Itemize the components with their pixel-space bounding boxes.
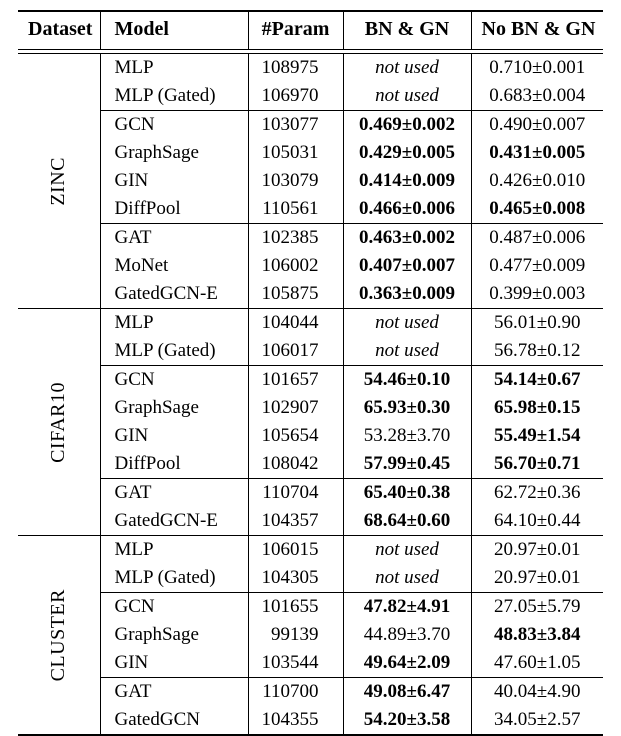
cell-no-bn-gn: 0.490±0.007 [471,111,603,139]
cell-model: MLP [100,536,248,564]
dataset-label-cluster [18,536,100,735]
cell-param: 104355 [248,706,343,735]
column-header-param: #Param [248,12,343,50]
cell-model: GatedGCN-E [100,507,248,536]
cell-param: 99139 [248,621,343,649]
results-table-container [0,10,621,687]
cell-bn-gn: not used [343,564,471,593]
table-row [18,280,603,309]
cell-param: 110561 [248,195,343,224]
cell-model: MLP (Gated) [100,82,248,111]
cell-model: GAT [100,678,248,706]
dataset-label-cifar10 [18,309,100,536]
cell-param: 105654 [248,422,343,450]
cell-param: 102907 [248,394,343,422]
cell-param: 110700 [248,678,343,706]
column-header-model: Model [100,12,248,50]
header-row [18,12,603,50]
cell-model: MLP (Gated) [100,564,248,593]
cell-no-bn-gn: 56.70±0.71 [471,450,603,479]
cell-param: 108042 [248,450,343,479]
table-row [18,621,603,649]
cell-param: 104044 [248,309,343,337]
cell-model: DiffPool [100,195,248,224]
cell-param: 102385 [248,224,343,252]
cell-bn-gn: 0.466±0.006 [343,195,471,224]
table-row [18,422,603,450]
cell-no-bn-gn: 0.426±0.010 [471,167,603,195]
cell-bn-gn: 44.89±3.70 [343,621,471,649]
cell-model: GCN [100,593,248,621]
cell-model: GCN [100,366,248,394]
table-row [18,649,603,678]
cell-model: MLP [100,309,248,337]
cell-no-bn-gn: 27.05±5.79 [471,593,603,621]
cell-param: 106002 [248,252,343,280]
table-row [18,536,603,564]
cell-param: 103077 [248,111,343,139]
cell-no-bn-gn: 0.431±0.005 [471,139,603,167]
cell-param: 101655 [248,593,343,621]
cell-bn-gn: not used [343,536,471,564]
cell-bn-gn: not used [343,54,471,83]
cell-model: MoNet [100,252,248,280]
cell-bn-gn: 0.463±0.002 [343,224,471,252]
table-row [18,507,603,536]
table-row [18,111,603,139]
column-header-no-bn-gn: No BN & GN [471,12,603,50]
cell-bn-gn: not used [343,337,471,366]
cell-model: MLP (Gated) [100,337,248,366]
cell-no-bn-gn: 0.465±0.008 [471,195,603,224]
table-row [18,195,603,224]
cell-no-bn-gn: 20.97±0.01 [471,564,603,593]
cell-no-bn-gn: 0.399±0.003 [471,280,603,309]
cell-param: 110704 [248,479,343,507]
cell-model: GIN [100,649,248,678]
table-row [18,479,603,507]
cell-bn-gn: 0.407±0.007 [343,252,471,280]
cell-param: 106970 [248,82,343,111]
cell-bn-gn: 47.82±4.91 [343,593,471,621]
table-row [18,394,603,422]
cell-param: 106017 [248,337,343,366]
dataset-name: ZINC [47,157,70,206]
table-row [18,593,603,621]
cell-no-bn-gn: 0.683±0.004 [471,82,603,111]
cell-bn-gn: 54.46±0.10 [343,366,471,394]
cell-param: 106015 [248,536,343,564]
table-body [18,54,603,736]
table-row [18,706,603,735]
cell-no-bn-gn: 56.01±0.90 [471,309,603,337]
cell-no-bn-gn: 47.60±1.05 [471,649,603,678]
cell-bn-gn: 57.99±0.45 [343,450,471,479]
cell-bn-gn: 54.20±3.58 [343,706,471,735]
cell-param: 101657 [248,366,343,394]
table-row [18,54,603,83]
cell-bn-gn: not used [343,309,471,337]
cell-model: GAT [100,224,248,252]
cell-model: GIN [100,422,248,450]
cell-no-bn-gn: 55.49±1.54 [471,422,603,450]
dataset-name: CLUSTER [47,589,70,681]
cell-param: 103079 [248,167,343,195]
cell-param: 104305 [248,564,343,593]
cell-model: GraphSage [100,394,248,422]
cell-bn-gn: 53.28±3.70 [343,422,471,450]
cell-bn-gn: 68.64±0.60 [343,507,471,536]
results-table [18,10,603,736]
dataset-name: CIFAR10 [47,382,70,463]
table-row [18,337,603,366]
cell-model: MLP [100,54,248,83]
cell-bn-gn: 0.469±0.002 [343,111,471,139]
cell-no-bn-gn: 62.72±0.36 [471,479,603,507]
table-row [18,564,603,593]
cell-bn-gn: 65.40±0.38 [343,479,471,507]
table-row [18,82,603,111]
cell-bn-gn: 0.429±0.005 [343,139,471,167]
table-row [18,252,603,280]
cell-param: 108975 [248,54,343,83]
table-row [18,224,603,252]
cell-model: DiffPool [100,450,248,479]
cell-model: GatedGCN-E [100,280,248,309]
cell-param: 105875 [248,280,343,309]
cell-model: GCN [100,111,248,139]
table-row [18,678,603,706]
cell-bn-gn: 49.64±2.09 [343,649,471,678]
cell-no-bn-gn: 48.83±3.84 [471,621,603,649]
table-row [18,366,603,394]
cell-param: 103544 [248,649,343,678]
column-header-bn-gn: BN & GN [343,12,471,50]
dataset-label-zinc [18,54,100,309]
cell-no-bn-gn: 0.477±0.009 [471,252,603,280]
cell-no-bn-gn: 65.98±0.15 [471,394,603,422]
cell-bn-gn: 0.363±0.009 [343,280,471,309]
cell-no-bn-gn: 0.487±0.006 [471,224,603,252]
cell-model: GatedGCN [100,706,248,735]
cell-no-bn-gn: 40.04±4.90 [471,678,603,706]
cell-model: GIN [100,167,248,195]
cell-model: GAT [100,479,248,507]
cell-no-bn-gn: 0.710±0.001 [471,54,603,83]
cell-no-bn-gn: 54.14±0.67 [471,366,603,394]
cell-bn-gn: not used [343,82,471,111]
table-row [18,309,603,337]
cell-no-bn-gn: 56.78±0.12 [471,337,603,366]
cell-bn-gn: 0.414±0.009 [343,167,471,195]
cell-no-bn-gn: 34.05±2.57 [471,706,603,735]
cell-model: GraphSage [100,139,248,167]
table-row [18,167,603,195]
column-header-dataset: Dataset [18,12,100,50]
cell-bn-gn: 49.08±6.47 [343,678,471,706]
cell-no-bn-gn: 20.97±0.01 [471,536,603,564]
cell-bn-gn: 65.93±0.30 [343,394,471,422]
table-row [18,450,603,479]
table-header [18,11,603,54]
cell-model: GraphSage [100,621,248,649]
cell-no-bn-gn: 64.10±0.44 [471,507,603,536]
table-row [18,139,603,167]
cell-param: 104357 [248,507,343,536]
cell-param: 105031 [248,139,343,167]
